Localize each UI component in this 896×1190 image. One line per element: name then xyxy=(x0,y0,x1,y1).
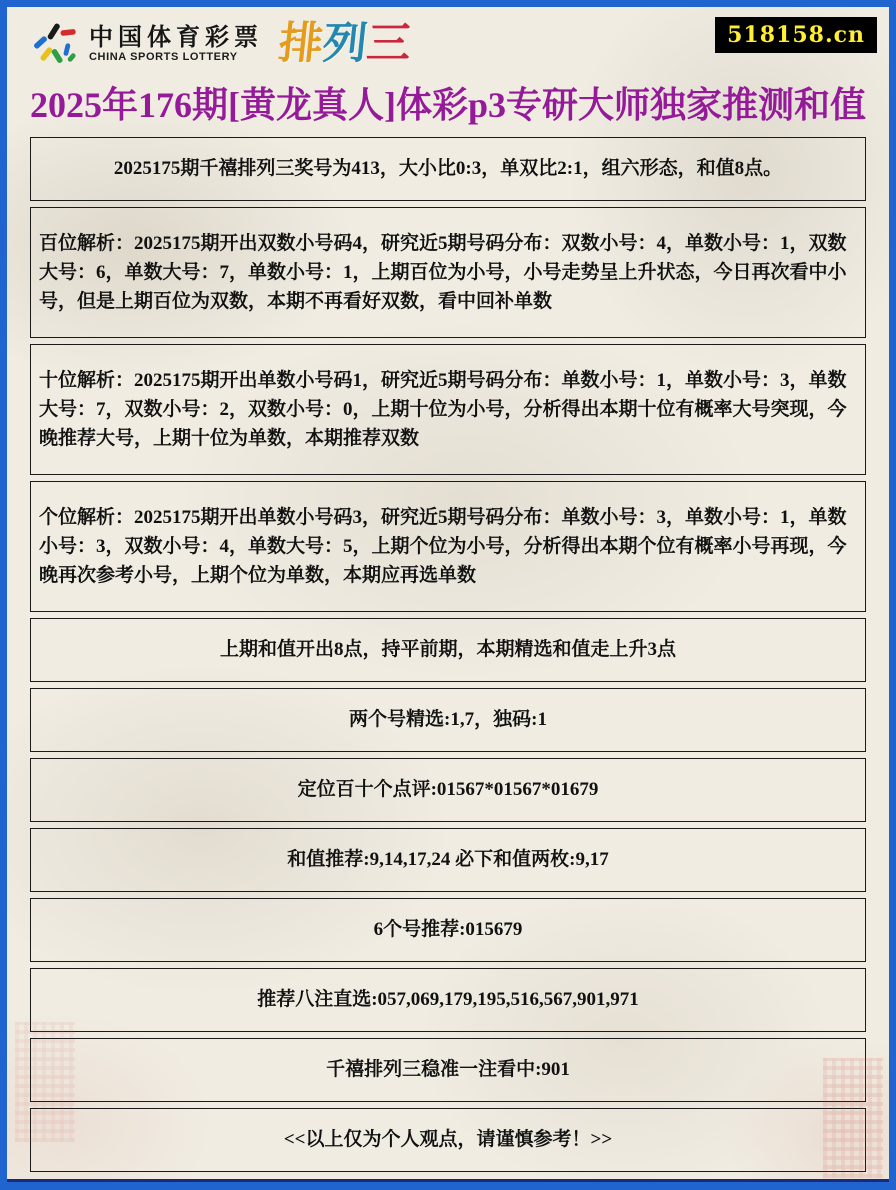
six-number-recommendation-text: 6个号推荐:015679 xyxy=(373,919,523,940)
hundreds-analysis-text: 百位解析：2025175期开出双数小号码4，研究近5期号码分布：双数小号：4，单数小号：1，双数大号：6，单数大号：7，单数小号：1，上期百位为小号，小号走势呈上升状态，今日再次看中小号，但是上期百位为双数，本期不再看好双数，看中回补单数 xyxy=(39,233,847,312)
hundreds-analysis-box xyxy=(30,207,866,338)
stable-single-pick-text: 千禧排列三稳准一注看中:901 xyxy=(326,1059,570,1080)
product-char-lie: 列 xyxy=(320,19,370,68)
position-ratings-text: 定位百十个点评:01567*01567*01679 xyxy=(297,779,599,800)
tens-analysis-box xyxy=(30,344,866,475)
brand-name-en: CHINA SPORTS LOTTERY xyxy=(89,51,238,63)
product-logotype xyxy=(276,19,414,68)
eight-direct-picks-box xyxy=(30,968,866,1032)
page-title: 2025年176期[黄龙真人]体彩p3专研大师独家推测和值 xyxy=(30,85,866,125)
product-char-san: 三 xyxy=(364,19,414,68)
units-analysis-box xyxy=(30,481,866,612)
disclaimer-box xyxy=(30,1108,866,1172)
disclaimer-text: <<以上仅为个人观点，请谨慎参考！>> xyxy=(283,1129,613,1150)
sum-trend-text: 上期和值开出8点，持平前期，本期精选和值走上升3点 xyxy=(219,639,676,660)
header xyxy=(7,7,889,75)
six-number-recommendation-box xyxy=(30,898,866,962)
brand-name-cn: 中国体育彩票 xyxy=(89,25,263,51)
units-analysis-text: 个位解析：2025175期开出单数小号码3，研究近5期号码分布：单数小号：3，单数小号：1，单数小号：3，双数小号：4，单数大号：5，上期个位为小号，分析得出本期个位有概率小号再现，今晚再次参考小号，上期个位为单数，本期应再选单数 xyxy=(39,507,847,586)
sum-trend-box xyxy=(30,618,866,682)
result-summary-box xyxy=(30,137,866,201)
stable-single-pick-box xyxy=(30,1038,866,1102)
two-number-picks-box xyxy=(30,688,866,752)
position-ratings-box xyxy=(30,758,866,822)
sum-recommendation-box xyxy=(30,828,866,892)
result-summary-text: 2025175期千禧排列三奖号为413，大小比0:3，单双比2:1，组六形态，和值8点。 xyxy=(113,158,783,179)
tens-analysis-text: 十位解析：2025175期开出单数小号码1，研究近5期号码分布：单数小号：1，单数小号：3，单数大号：7，双数小号：2，双数小号：0，上期十位为小号，分析得出本期十位有概率大号突现，今晚推荐大号，上期十位为单数，本期推荐双数 xyxy=(39,370,847,449)
two-number-picks-text: 两个号精选:1,7，独码:1 xyxy=(349,709,547,730)
site-badge: 518158.cn xyxy=(715,17,877,53)
sum-recommendation-text: 和值推荐:9,14,17,24 必下和值两枚:9,17 xyxy=(287,849,609,870)
lottery-pinwheel-icon xyxy=(31,21,79,67)
eight-direct-picks-text: 推荐八注直选:057,069,179,195,516,567,901,971 xyxy=(257,989,639,1010)
content xyxy=(30,137,866,1172)
brand-text xyxy=(89,25,263,63)
product-char-pai: 排 xyxy=(276,19,326,68)
